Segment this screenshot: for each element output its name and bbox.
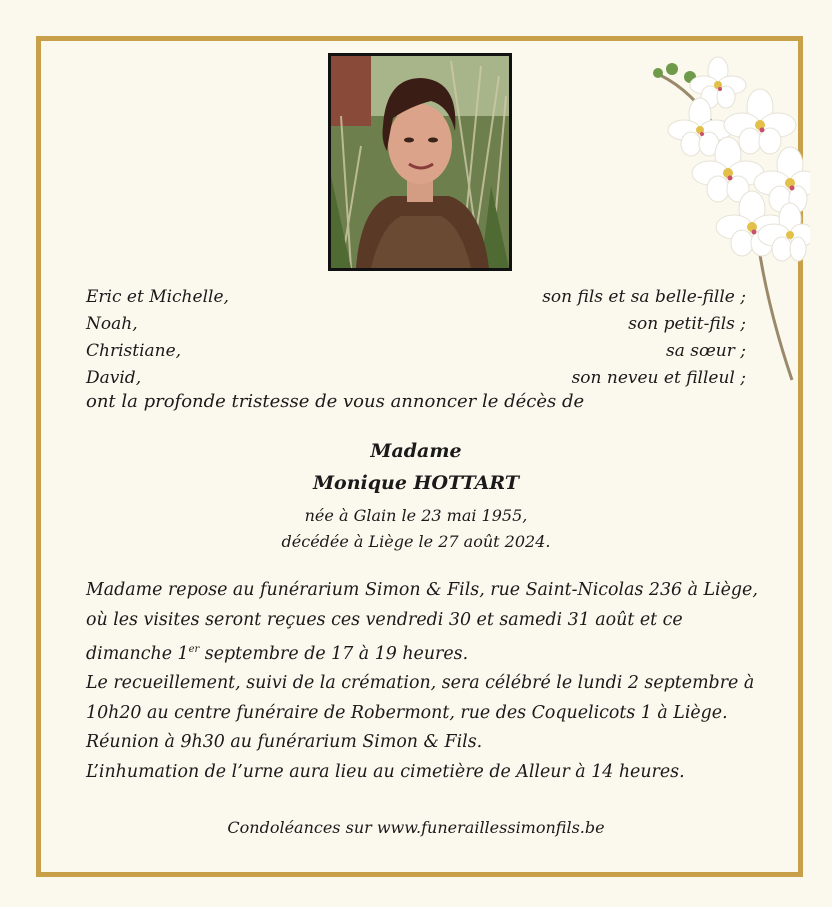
family-row xyxy=(86,365,746,392)
condolences-line xyxy=(0,818,832,837)
family-row xyxy=(86,311,746,338)
death-info: décédée à Liège le 27 août 2024. xyxy=(281,532,551,551)
family-name: David, xyxy=(86,368,142,388)
family-relation: son petit-fils ; xyxy=(628,314,746,334)
family-list xyxy=(86,284,746,392)
family-row xyxy=(86,338,746,365)
portrait-photo xyxy=(328,53,512,271)
visitation-paragraph xyxy=(86,576,758,669)
announcement-text: ont la profonde tristesse de vous annoncer le décès de xyxy=(86,391,585,412)
ordinal-suffix: er xyxy=(188,644,200,655)
family-row xyxy=(86,284,746,311)
family-name: Christiane, xyxy=(86,341,182,361)
ceremony-details xyxy=(86,576,758,787)
family-name: Noah, xyxy=(86,314,138,334)
meeting-paragraph: Réunion à 9h30 au funérarium Simon & Fils. xyxy=(86,732,483,753)
family-relation: son fils et sa belle-fille ; xyxy=(542,287,746,307)
visitation-text: Madame repose au funérarium Simon & Fils, rue Saint-Nicolas 236 à Liège, où les visites seront reçues ces vendredi 30 et samedi 31 août et ce dimanche 1 xyxy=(86,580,758,664)
family-name: Eric et Michelle, xyxy=(86,287,229,307)
burial-paragraph: L’inhumation de l’urne aura lieu au cimetière de Alleur à 14 heures. xyxy=(86,761,685,782)
birth-info: née à Glain le 23 mai 1955, xyxy=(304,506,528,525)
deceased-name: Monique HOTTART xyxy=(313,472,519,494)
visitation-text-end: septembre de 17 à 19 heures. xyxy=(199,643,469,664)
condolences-link[interactable]: www.funeraillessimonfils.be xyxy=(376,818,605,837)
condolences-label: Condoléances sur xyxy=(227,818,377,837)
family-relation: sa sœur ; xyxy=(665,341,746,361)
ceremony-paragraph: Le recueillement, suivi de la crémation, sera célébré le lundi 2 septembre à 10h20 au centre funéraire de Robermont, rue des Coquelicots 1 à Liège. xyxy=(86,673,755,723)
family-relation: son neveu et filleul ; xyxy=(571,368,746,388)
deceased-title: Madame xyxy=(370,440,462,462)
